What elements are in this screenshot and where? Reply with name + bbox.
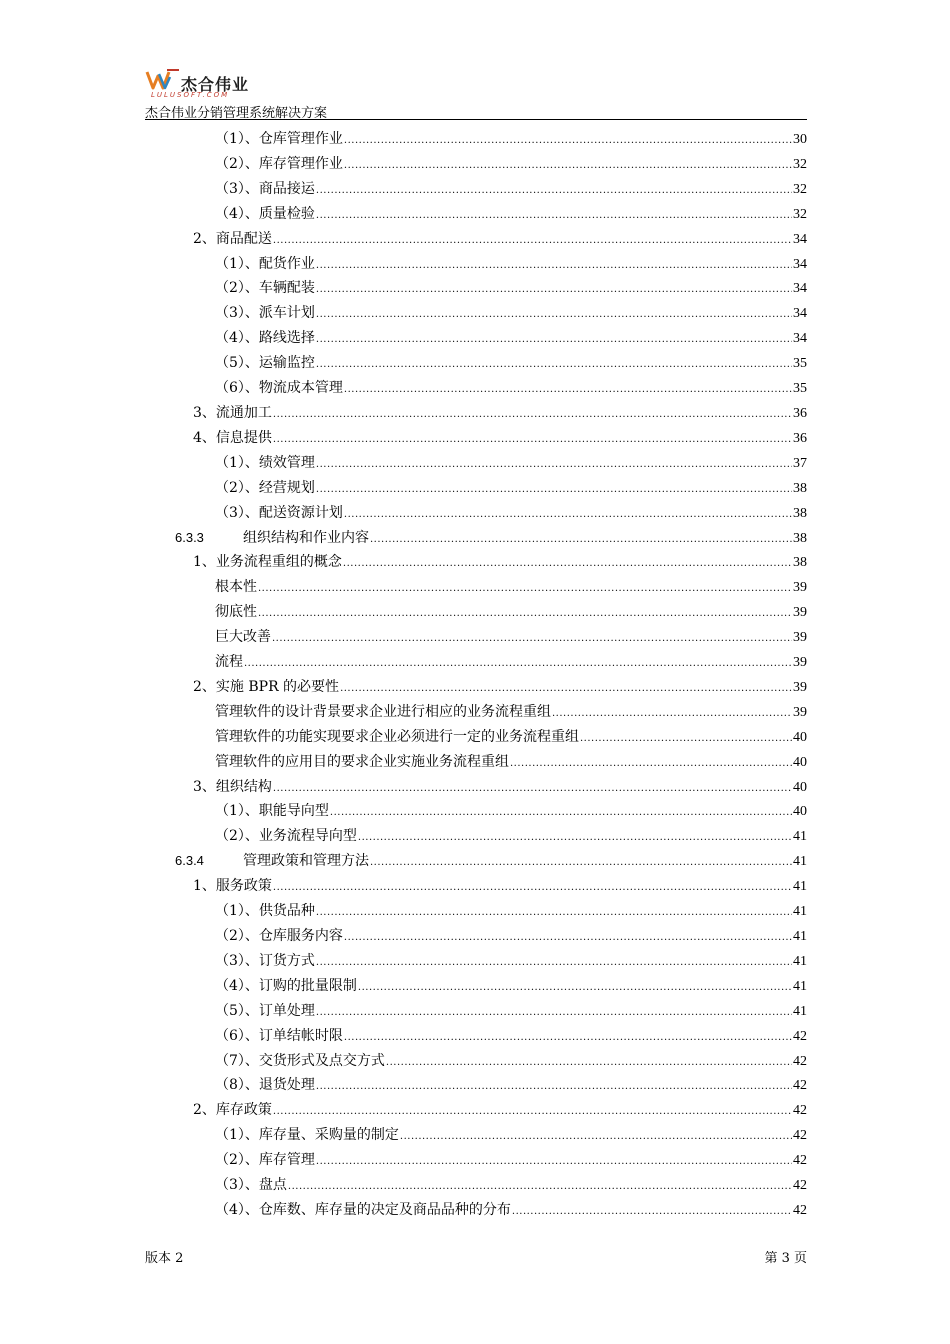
toc-dot-leader [512, 1200, 792, 1225]
toc-entry[interactable] [175, 650, 807, 675]
toc-entry-title: （3）、盘点 [215, 1177, 287, 1194]
toc-entry[interactable] [175, 1123, 807, 1148]
company-logo [145, 64, 807, 102]
toc-entry-title: 3、流通加工 [193, 404, 272, 421]
toc-page-number: 42 [793, 1128, 807, 1144]
toc-entry[interactable] [175, 949, 807, 974]
toc-entry-title: （3）、订货方式 [215, 952, 315, 969]
toc-entry-title: （8）、退货处理 [215, 1077, 315, 1094]
toc-dot-leader [273, 876, 792, 901]
toc-entry-title: （4）、订购的批量限制 [215, 977, 357, 994]
toc-page-number: 41 [793, 1003, 807, 1019]
toc-entry-title: （2）、车辆配装 [215, 280, 315, 297]
toc-page-number: 40 [793, 804, 807, 820]
toc-section-number: 6.3.4 [175, 853, 204, 869]
table-of-contents [175, 127, 807, 1223]
toc-entry[interactable] [175, 1098, 807, 1123]
header-divider [145, 119, 807, 120]
toc-page-number: 39 [793, 580, 807, 596]
toc-entry-title: （3）、派车计划 [215, 305, 315, 322]
toc-page-number: 34 [793, 306, 807, 322]
toc-dot-leader [316, 1001, 792, 1026]
toc-entry[interactable] [175, 202, 807, 227]
toc-entry[interactable] [175, 501, 807, 526]
toc-page-number: 42 [793, 1202, 807, 1218]
toc-entry-title: （1）、配货作业 [215, 255, 315, 272]
toc-dot-leader [344, 378, 792, 403]
toc-dot-leader [316, 328, 792, 353]
toc-entry-title: （2）、库存管理作业 [215, 155, 343, 172]
toc-entry-title: （2）、业务流程导向型 [215, 828, 357, 845]
toc-entry[interactable] [175, 550, 807, 575]
toc-page-number: 41 [793, 953, 807, 969]
toc-entry-title: （5）、运输监控 [215, 355, 315, 372]
toc-dot-leader [316, 278, 792, 303]
toc-dot-leader [510, 752, 792, 777]
footer-page-number: 第 3 页 [764, 1251, 807, 1266]
toc-dot-leader [316, 453, 792, 478]
toc-entry-title: 组织结构和作业内容 [243, 529, 369, 546]
toc-page-number: 40 [793, 729, 807, 745]
toc-entry-title: 2、库存政策 [193, 1102, 272, 1119]
toc-entry[interactable] [175, 625, 807, 650]
toc-entry-title: 管理政策和管理方法 [243, 853, 369, 870]
toc-page-number: 41 [793, 879, 807, 895]
toc-entry-title: （1）、职能导向型 [215, 803, 329, 820]
toc-page-number: 35 [793, 356, 807, 372]
toc-page-number: 41 [793, 978, 807, 994]
toc-dot-leader [316, 303, 792, 328]
toc-dot-leader [273, 1100, 792, 1125]
toc-entry-title: （3）、配送资源计划 [215, 504, 343, 521]
toc-page-number: 37 [793, 455, 807, 471]
toc-entry[interactable] [175, 700, 807, 725]
toc-entry[interactable] [175, 276, 807, 301]
toc-page-number: 32 [793, 156, 807, 172]
toc-dot-leader [316, 179, 792, 204]
toc-dot-leader [344, 154, 792, 179]
toc-dot-leader [244, 652, 792, 677]
toc-entry[interactable] [175, 974, 807, 999]
toc-dot-leader [400, 1125, 792, 1150]
toc-entry-title: 管理软件的应用目的要求企业实施业务流程重组 [215, 753, 509, 770]
toc-page-number: 39 [793, 679, 807, 695]
toc-dot-leader [258, 602, 792, 627]
toc-entry[interactable] [175, 750, 807, 775]
toc-entry[interactable] [175, 600, 807, 625]
toc-dot-leader [273, 777, 792, 802]
toc-entry[interactable] [175, 675, 807, 700]
toc-entry-title: （4）、质量检验 [215, 205, 315, 222]
toc-page-number: 39 [793, 605, 807, 621]
toc-dot-leader [552, 702, 792, 727]
toc-page-number: 40 [793, 779, 807, 795]
toc-entry-title: （6）、订单结帐时限 [215, 1027, 343, 1044]
toc-entry-title: 根本性 [215, 579, 257, 596]
toc-dot-leader [316, 1075, 792, 1100]
toc-entry-title: 1、业务流程重组的概念 [193, 554, 342, 571]
toc-entry[interactable] [175, 824, 807, 849]
toc-page-number: 40 [793, 754, 807, 770]
toc-entry-title: 流程 [215, 654, 243, 671]
toc-dot-leader [316, 901, 792, 926]
toc-entry[interactable] [175, 999, 807, 1024]
toc-page-number: 38 [793, 530, 807, 546]
toc-dot-leader [316, 478, 792, 503]
toc-entry[interactable] [175, 1173, 807, 1198]
toc-dot-leader [273, 428, 792, 453]
toc-dot-leader [316, 204, 792, 229]
toc-entry-title: 2、商品配送 [193, 230, 272, 247]
toc-dot-leader [358, 976, 792, 1001]
toc-dot-leader [273, 229, 792, 254]
toc-entry[interactable] [175, 899, 807, 924]
toc-entry-title: 彻底性 [215, 604, 257, 621]
toc-entry[interactable] [175, 252, 807, 277]
toc-entry[interactable] [175, 301, 807, 326]
toc-page-number: 39 [793, 704, 807, 720]
toc-page-number: 32 [793, 206, 807, 222]
toc-page-number: 38 [793, 555, 807, 571]
toc-entry-title: （2）、库存管理 [215, 1152, 315, 1169]
toc-entry[interactable] [175, 326, 807, 351]
toc-dot-leader [344, 926, 792, 951]
toc-entry-title: （2）、仓库服务内容 [215, 928, 343, 944]
toc-entry[interactable] [175, 799, 807, 824]
toc-section-number: 6.3.3 [175, 529, 204, 545]
toc-entry-title: 管理软件的设计背景要求企业进行相应的业务流程重组 [215, 703, 551, 720]
toc-dot-leader [316, 353, 792, 378]
toc-entry[interactable] [175, 1198, 807, 1223]
page-header [145, 64, 807, 121]
toc-page-number: 41 [793, 829, 807, 845]
toc-entry-title: （2）、经营规划 [215, 479, 315, 496]
toc-page-number: 34 [793, 231, 807, 247]
toc-dot-leader [344, 129, 792, 154]
toc-entry[interactable] [175, 1148, 807, 1173]
footer-version: 版本 2 [145, 1251, 184, 1266]
toc-page-number: 34 [793, 281, 807, 297]
toc-entry[interactable] [175, 476, 807, 501]
toc-dot-leader [386, 1051, 792, 1076]
toc-entry-title: （7）、交货形式及点交方式 [215, 1052, 385, 1069]
toc-page-number: 34 [793, 256, 807, 272]
toc-dot-leader [316, 254, 792, 279]
toc-entry[interactable] [175, 1049, 807, 1074]
toc-dot-leader [344, 503, 792, 528]
toc-entry[interactable] [175, 526, 807, 551]
toc-entry[interactable] [175, 775, 807, 800]
toc-page-number: 36 [793, 430, 807, 446]
toc-page-number: 38 [793, 480, 807, 496]
toc-page-number: 34 [793, 331, 807, 347]
toc-entry-title: 4、信息提供 [193, 429, 272, 446]
toc-entry[interactable] [175, 177, 807, 202]
toc-dot-leader [288, 1175, 792, 1200]
logo-subtext: LULUSOFT.COM [151, 91, 230, 99]
toc-dot-leader [316, 1150, 792, 1175]
toc-dot-leader [272, 627, 792, 652]
toc-dot-leader [340, 677, 792, 702]
toc-page-number: 41 [793, 904, 807, 920]
toc-page-number: 42 [793, 1103, 807, 1119]
toc-dot-leader [370, 851, 792, 876]
toc-entry-title: （1）、库存量、采购量的制定 [215, 1127, 399, 1144]
toc-dot-leader [273, 403, 792, 428]
toc-page-number: 36 [793, 405, 807, 421]
toc-entry[interactable] [175, 725, 807, 750]
toc-page-number: 42 [793, 1153, 807, 1169]
toc-dot-leader [316, 951, 792, 976]
toc-entry[interactable] [175, 351, 807, 376]
toc-page-number: 42 [793, 1078, 807, 1094]
toc-entry[interactable] [175, 127, 807, 152]
toc-dot-leader [343, 552, 792, 577]
toc-dot-leader [330, 801, 792, 826]
toc-entry[interactable] [175, 1073, 807, 1098]
toc-entry[interactable] [175, 451, 807, 476]
toc-dot-leader [580, 727, 792, 752]
toc-page-number: 32 [793, 181, 807, 197]
toc-entry-title: （3）、商品接运 [215, 180, 315, 197]
toc-entry[interactable] [175, 401, 807, 426]
toc-dot-leader [358, 826, 792, 851]
document-title: 杰合伟业分销管理系统解决方案 [145, 106, 328, 121]
toc-page-number: 42 [793, 1053, 807, 1069]
toc-dot-leader [344, 1026, 792, 1051]
toc-entry-title: 3、组织结构 [193, 778, 272, 795]
logo-text: 杰合伟业 [181, 75, 250, 94]
toc-entry-title: （1）、供货品种 [215, 903, 315, 920]
toc-entry-title: 管理软件的功能实现要求企业必须进行一定的业务流程重组 [215, 728, 579, 745]
toc-entry[interactable] [175, 1024, 807, 1049]
toc-entry[interactable] [175, 874, 807, 899]
toc-page-number: 30 [793, 132, 807, 147]
toc-entry-title: 1、服务政策 [193, 878, 272, 895]
toc-page-number: 42 [793, 1028, 807, 1044]
toc-entry-title: （5）、订单处理 [215, 1002, 315, 1019]
toc-entry-title: （4）、路线选择 [215, 330, 315, 347]
toc-dot-leader [258, 577, 792, 602]
toc-entry[interactable] [175, 426, 807, 451]
toc-page-number: 41 [793, 854, 807, 870]
toc-page-number: 42 [793, 1178, 807, 1194]
toc-entry[interactable] [175, 924, 807, 949]
toc-entry[interactable] [175, 376, 807, 401]
toc-page-number: 35 [793, 381, 807, 397]
toc-entry-title: 巨大改善 [215, 629, 271, 646]
toc-entry-title: （6）、物流成本管理 [215, 380, 343, 397]
toc-entry[interactable] [175, 575, 807, 600]
toc-entry-title: （1）、绩效管理 [215, 454, 315, 471]
toc-entry[interactable] [175, 849, 807, 874]
toc-page-number: 38 [793, 505, 807, 521]
toc-page-number: 39 [793, 655, 807, 671]
toc-entry-title: （4）、仓库数、库存量的决定及商品品种的分布 [215, 1201, 511, 1218]
toc-dot-leader [370, 528, 792, 553]
toc-page-number: 39 [793, 630, 807, 646]
toc-entry[interactable] [175, 152, 807, 177]
toc-entry-title: 2、实施 BPR 的必要性 [193, 678, 340, 695]
toc-entry[interactable] [175, 227, 807, 252]
toc-page-number: 41 [793, 929, 807, 944]
toc-entry-title: （1）、仓库管理作业 [215, 131, 343, 147]
